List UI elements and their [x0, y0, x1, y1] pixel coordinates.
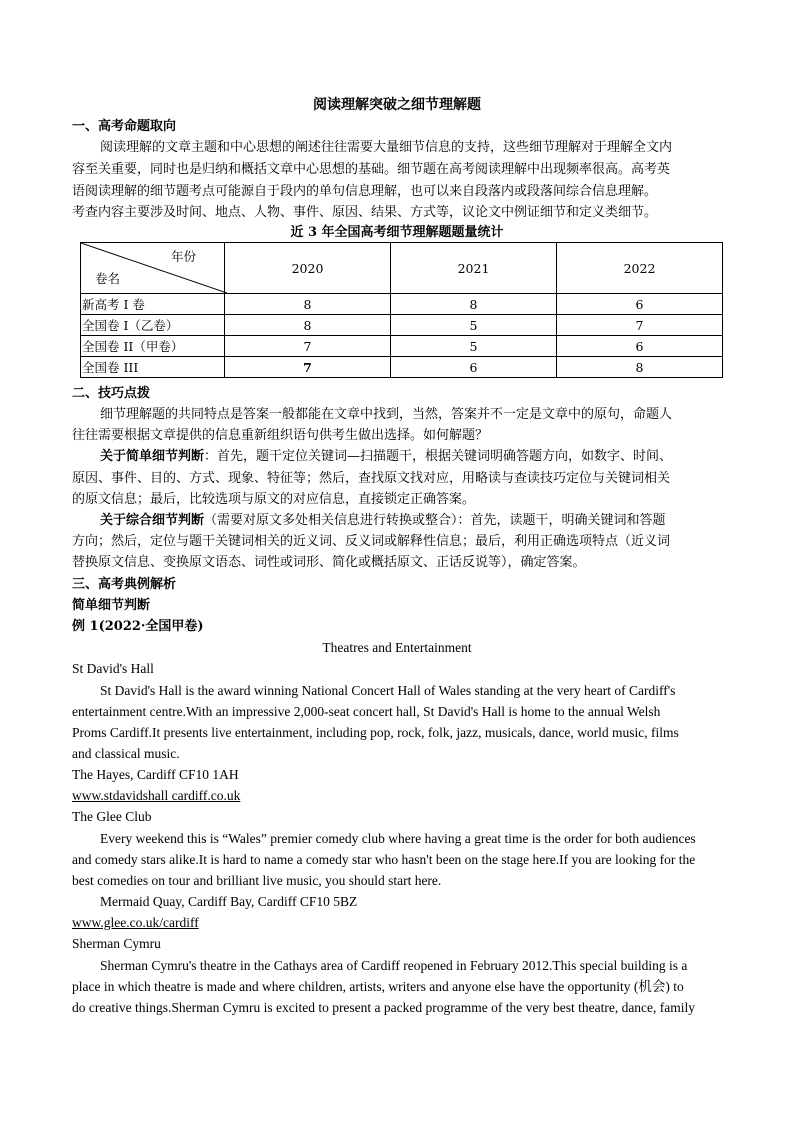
venue-heading: The Glee Club [72, 809, 152, 824]
count-cell: 8 [557, 357, 723, 378]
complex-detail-paragraph [100, 512, 722, 530]
section-2-heading: 二、技巧点拨 [72, 386, 151, 401]
page-title: 阅读理解突破之细节理解题 [313, 97, 481, 113]
table-row [81, 315, 723, 336]
simple-detail-label: 关于简单细节判断 [100, 449, 205, 464]
table-header-row [81, 243, 723, 294]
article-line: entertainment centre.With an impressive 2,000-seat concert hall, St David's Hall is home to the annual Welsh [72, 704, 661, 719]
venue-address: The Hayes, Cardiff CF10 1AH [72, 767, 239, 782]
example-label: 例 1(2022·全国甲卷) [72, 619, 204, 634]
section-1-line: 容至关重要，同时也是归纳和概括文章中心思想的基础。细节题在高考阅读理解中出现频率很高。高考英 [72, 162, 671, 177]
count-cell: 6 [557, 336, 723, 357]
diagonal-header-cell [81, 243, 225, 294]
count-cell: 8 [225, 315, 391, 336]
year-header-cell: 2022 [557, 243, 723, 294]
venue-address: Mermaid Quay, Cardiff Bay, Cardiff CF10 5BZ [100, 894, 358, 909]
section-1-heading: 一、高考命题取向 [72, 119, 177, 134]
header-year-label: 年份 [170, 249, 196, 264]
count-cell: 7 [225, 336, 391, 357]
count-cell: 7 [225, 357, 391, 378]
article-line: best comedies on tour and brilliant live music, you should start here. [72, 873, 442, 888]
table-row [81, 357, 723, 378]
venue-link[interactable]: www.stdavidshall cardiff.co.uk [72, 788, 241, 803]
count-cell: 8 [225, 294, 391, 315]
table-caption: 近 3 年全国高考细节理解题题量统计 [290, 225, 504, 240]
venue-heading: Sherman Cymru [72, 936, 161, 951]
venue-heading: St David's Hall [72, 661, 154, 676]
section-2-line: 原因、事件、目的、方式、现象、特征等；然后，查找原文找对应，用略读与查读技巧定位与关键词相关 [72, 471, 671, 486]
paper-name-cell: 全国卷 II（甲卷） [81, 336, 225, 357]
count-cell: 7 [557, 315, 723, 336]
section-2-line: 细节理解题的共同特点是答案一般都能在文章中找到，当然，答案并不一定是文章中的原句，命题人 [100, 407, 673, 422]
count-cell: 5 [391, 315, 557, 336]
count-cell: 8 [391, 294, 557, 315]
count-cell: 6 [391, 357, 557, 378]
simple-detail-paragraph [100, 448, 722, 466]
paper-name-cell: 全国卷 I（乙卷） [81, 315, 225, 336]
section-3-subheading: 简单细节判断 [72, 598, 151, 613]
year-header-cell: 2020 [225, 243, 391, 294]
year-header-cell: 2021 [391, 243, 557, 294]
paper-name-cell: 全国卷 III [81, 357, 225, 378]
table-row [81, 336, 723, 357]
count-cell: 5 [391, 336, 557, 357]
complex-detail-label: 关于综合细节判断 [100, 513, 205, 528]
article-line: do creative things.Sherman Cymru is excited to present a packed programme of the very best theatre, dance, family [72, 1000, 696, 1015]
section-2-line: 的原文信息；最后，比较选项与原文的对应信息，直接锁定正确答案。 [72, 492, 476, 507]
section-1-line: 阅读理解的文章主题和中心思想的阐述往往需要大量细节信息的支持，这些细节理解对于理解全文内 [100, 140, 673, 155]
complex-detail-text: （需要对原文多处相关信息进行转换或整合）：首先，读题干，明确关键词和答题 [204, 513, 666, 528]
article-title: Theatres and Entertainment [322, 640, 472, 655]
article-line: and classical music. [72, 746, 180, 761]
stats-table [80, 242, 723, 378]
simple-detail-text: ：首先，题干定位关键词—扫描题干，根据关键词明确答题方向，如数字、时间、 [204, 449, 673, 464]
article-line: and comedy stars alike.It is hard to name a comedy star who hasn't been on the stage here.If you are looking for the [72, 852, 696, 867]
paper-name-cell: 新高考 I 卷 [81, 294, 225, 315]
count-cell: 6 [557, 294, 723, 315]
article-line: Every weekend this is “Wales” premier comedy club where having a great time is the order for both audiences [100, 831, 696, 846]
article-line: St David's Hall is the award winning National Concert Hall of Wales standing at the very heart of Cardiff's [100, 683, 676, 698]
section-1-line: 考查内容主要涉及时间、地点、人物、事件、原因、结果、方式等，议论文中例证细节和定义类细节。 [72, 205, 658, 220]
article-line: place in which theatre is made and where children, artists, writers and anyone else have the opportunity (机会) to [72, 979, 684, 994]
section-2-line: 方向；然后，定位与题干关键词相关的近义词、反义词或解释性信息；最后，利用正确选项特点（近义词 [72, 534, 671, 549]
header-paper-label: 卷名 [95, 271, 121, 286]
article-line: Sherman Cymru's theatre in the Cathays area of Cardiff reopened in February 2012.This special building is a [100, 958, 688, 973]
article-line: Proms Cardiff.It presents live entertainment, including pop, rock, folk, jazz, musicals, dance, world music, films [72, 725, 679, 740]
section-2-line: 往往需要根据文章提供的信息重新组织语句供考生做出选择。如何解题？ [72, 428, 489, 443]
venue-link[interactable]: www.glee.co.uk/cardiff [72, 915, 199, 930]
section-2-line: 替换原文信息、变换原文语态、词性或词形、简化或概括原文、正话反说等），确定答案。 [72, 555, 586, 570]
section-3-heading: 三、高考典例解析 [72, 577, 177, 592]
table-row [81, 294, 723, 315]
section-1-line: 语阅读理解的细节题考点可能源自于段内的单句信息理解，也可以来自段落内或段落间综合信息理解。 [72, 184, 658, 199]
